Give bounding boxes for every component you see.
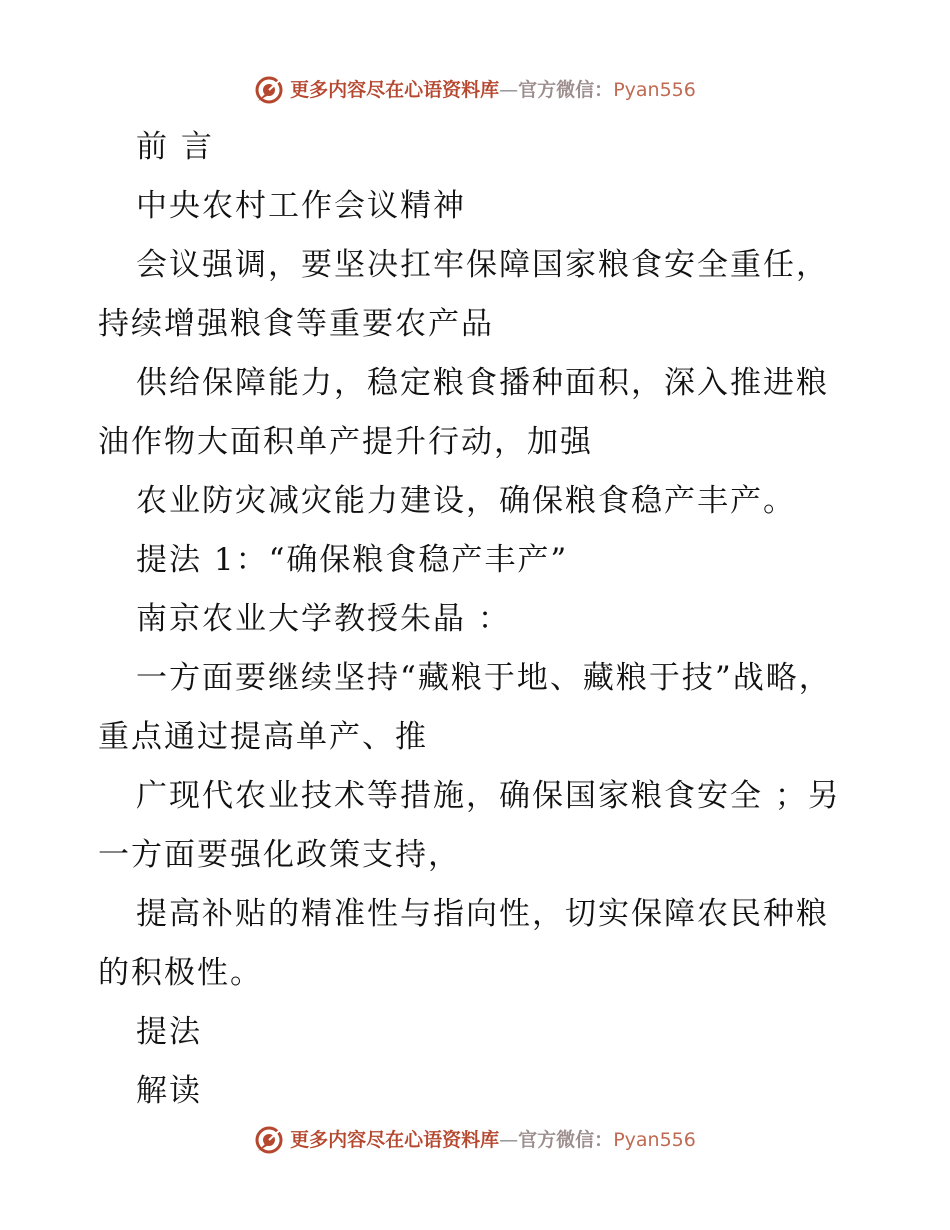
paragraph: 供给保障能力，稳定粮食播种面积，深入推进粮油作物大面积单产提升行动，加强 <box>98 365 829 460</box>
heading-point: 提法 <box>136 1014 202 1050</box>
paragraph: 一方面要继续坚持“藏粮于地、藏粮于技”战略，重点通过提高单产、推 <box>98 660 832 755</box>
document-body <box>98 118 858 1121</box>
heading-point-1: 提法 1：“确保粮食稳产丰产” <box>136 542 569 578</box>
paragraph: 提高补贴的精准性与指向性，切实保障农民种粮的积极性。 <box>98 896 829 991</box>
paragraph: 会议强调，要坚决扛牢保障国家粮食安全重任，持续增强粮食等重要农产品 <box>98 247 829 342</box>
header-banner <box>0 70 950 110</box>
banner-separator: — <box>499 79 519 101</box>
pen-logo-icon <box>254 1125 284 1155</box>
banner-official-text: 官方微信： <box>518 1129 614 1151</box>
banner-brand-text: 更多内容尽在心语资料库 <box>290 79 500 101</box>
paragraph: 农业防灾减灾能力建设，确保粮食稳产丰产。 <box>136 483 796 519</box>
banner-official-text: 官方微信： <box>518 79 614 101</box>
paragraph-speaker: 南京农业大学教授朱晶 ： <box>136 601 511 637</box>
heading-preface: 前 言 <box>136 129 214 165</box>
banner-wechat-id: Pyan556 <box>613 79 696 101</box>
heading-conference-spirit: 中央农村工作会议精神 <box>136 188 466 224</box>
pen-logo-icon <box>254 75 284 105</box>
banner-brand-text: 更多内容尽在心语资料库 <box>290 1129 500 1151</box>
footer-banner <box>0 1120 950 1160</box>
banner-wechat-id: Pyan556 <box>613 1129 696 1151</box>
paragraph: 广现代农业技术等措施，确保国家粮食安全 ；另一方面要强化政策支持， <box>98 778 841 873</box>
heading-interpretation: 解读 <box>136 1073 202 1109</box>
banner-separator: — <box>499 1129 519 1151</box>
